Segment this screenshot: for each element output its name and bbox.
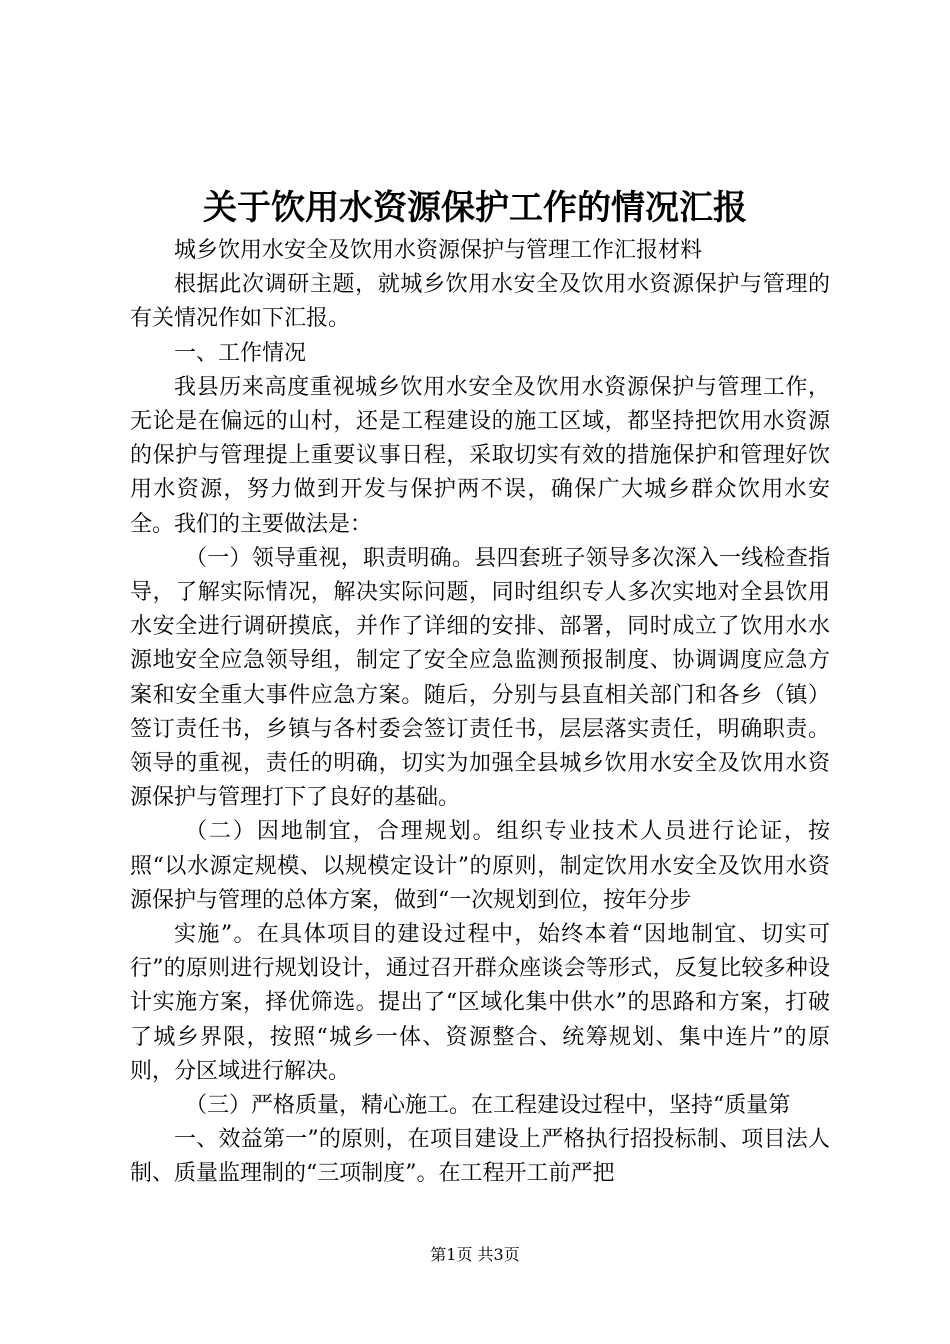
- body-paragraph: （一）领导重视，职责明确。县四套班子领导多次深入一线检查指导，了解实际情况，解决实际问题，同时组织专人多次实地对全县饮用水安全进行调研摸底，并作了详细的安排、部署，同时成立了饮用水水源地安全应急领导组，制定了安全应急监测预报制度、协调调度应急方案和安全重大事件应急方案。随后，分别与县直相关部门和各乡（镇）签订责任书，乡镇与各村委会签订责任书，层层落实责任，明确职责。领导的重视，责任的明确，切实为加强全县城乡饮用水安全及饮用水资源保护与管理打下了良好的基础。: [130, 545, 830, 811]
- intro-paragraph: 根据此次调研主题，就城乡饮用水安全及饮用水资源保护与管理的有关情况作如下汇报。: [130, 272, 830, 332]
- body-paragraph: （二）因地制宜，合理规划。组织专业技术人员进行论证，按照“以水源定规模、以规模定设计”的原则，制定饮用水安全及饮用水资源保护与管理的总体方案，做到“一次规划到位，按年分步: [130, 819, 830, 913]
- body-paragraph: （三）严格质量，精心施工。在工程建设过程中，坚持“质量第: [185, 1093, 791, 1119]
- page-footer: 第1页 共3页: [430, 1245, 520, 1264]
- section-heading: 一、工作情况: [174, 340, 307, 366]
- body-paragraph: 我县历来高度重视城乡饮用水安全及饮用水资源保护与管理工作，无论是在偏远的山村，还是工程建设的施工区域，都坚持把饮用水资源的保护与管理提上重要议事日程，采取切实有效的措施保护和管理好饮用水资源，努力做到开发与保护两不误，确保广大城乡群众饮用水安全。我们的主要做法是：: [130, 374, 830, 537]
- document-body: [130, 234, 830, 1192]
- body-paragraph: 一、效益第一”的原则，在项目建设上严格执行招投标制、项目法人制、质量监理制的“三项制度”。在工程开工前严把: [130, 1127, 830, 1187]
- subtitle-paragraph: 城乡饮用水安全及饮用水资源保护与管理工作汇报材料: [174, 238, 703, 263]
- document-title: 关于饮用水资源保护工作的情况汇报: [203, 188, 747, 228]
- body-paragraph: 实施”。在具体项目的建设过程中，始终本着“因地制宜、切实可行”的原则进行规划设计，通过召开群众座谈会等形式，反复比较多种设计实施方案，择优筛选。提出了“区域化集中供水”的思路和方案，打破了城乡界限，按照“城乡一体、资源整合、统筹规划、集中连片”的原则，分区域进行解决。: [130, 922, 830, 1084]
